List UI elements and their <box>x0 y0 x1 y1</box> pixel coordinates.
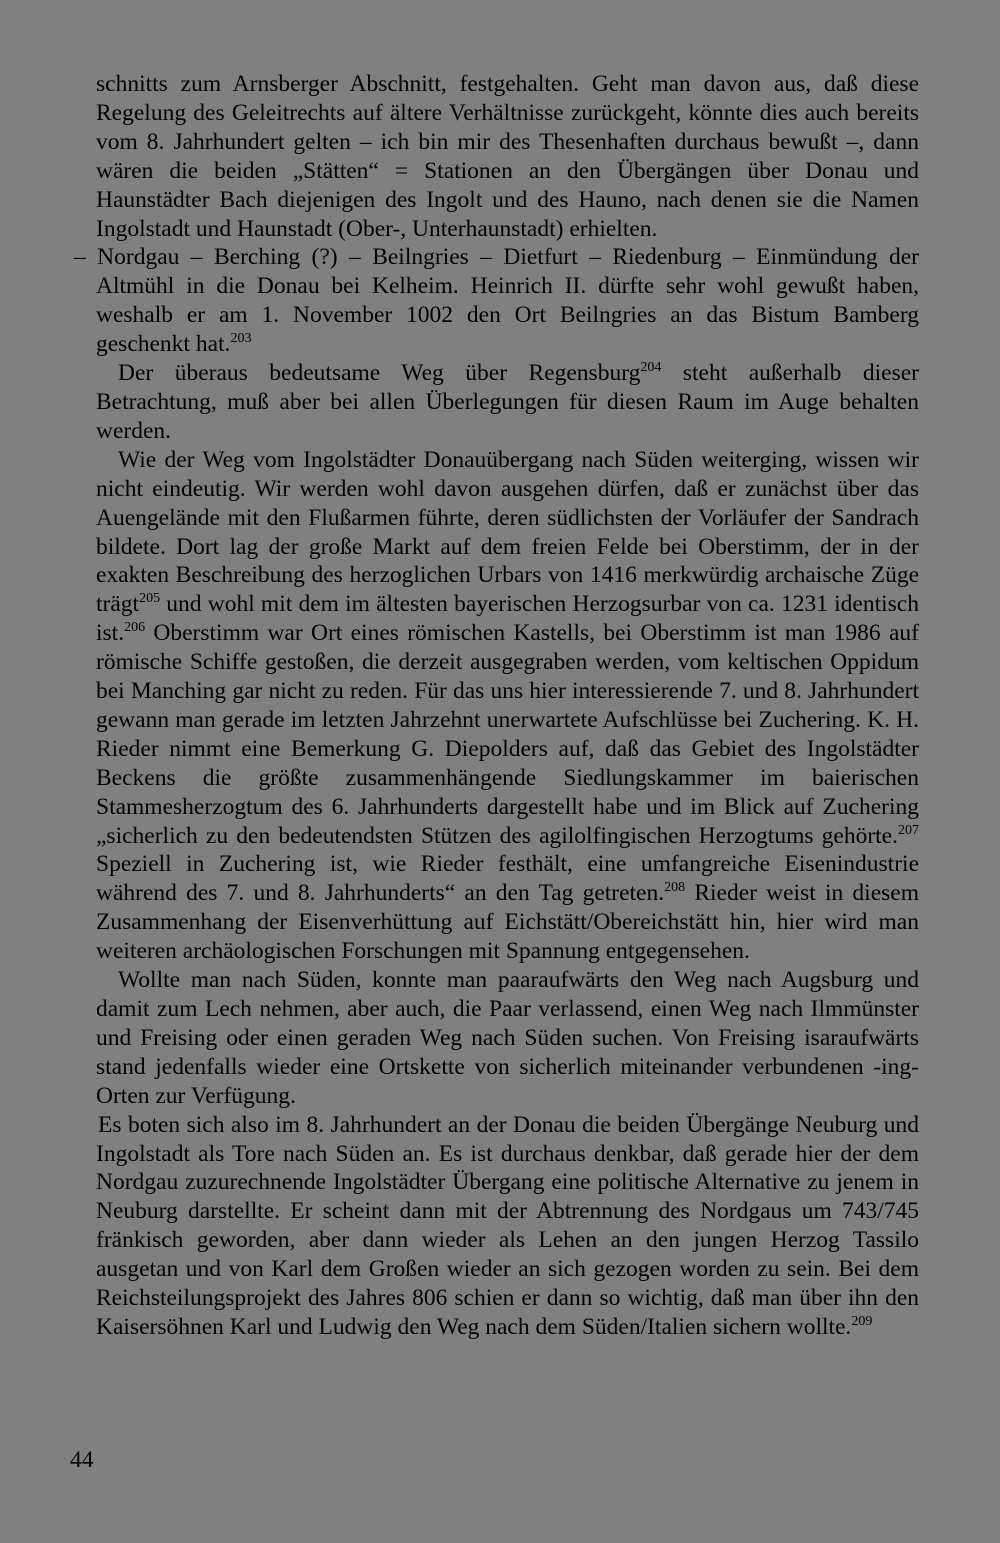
text-run: schnitts zum Arnsberger Abschnitt, festgehalten. Geht man davon aus, daß diese Regelung des Geleitrechts auf ältere Verhältnisse zurückgeht, könnte dies auch bereits vom 8. Jahrhundert gelten – ich bin mir des Thesenhaften durchaus bewußt –, dann wären die beiden „Stätten“ = Stationen an den Übergängen über Donau und Haunstädter Bach diejenigen des Ingolt und des Hauno, nach denen sie die Namen Ingolstadt und Haunstadt (Ober-, Unterhaunstadt) erhielten. <box>96 71 919 242</box>
paragraph <box>96 966 919 1111</box>
page-number: 44 <box>70 1447 94 1473</box>
text-run: – Nordgau – Berching (?) – Beilngries – Dietfurt – Riedenburg – Einmündung der Altmühl in die Donau bei Kelheim. Heinrich II. dürfte sehr wohl gewußt haben, weshalb er am 1. November 1002 den Ort Beilngries an das Bistum Bamberg geschenkt hat. <box>74 244 919 358</box>
text-run: Oberstimm war Ort eines römischen Kastells, bei Oberstimm ist man 1986 auf römische Schiffe gestoßen, die derzeit ausgegraben werden, vom keltischen Oppidum bei Manching gar nicht zu reden. Für das uns hier interessierende 7. und 8. Jahrhundert gewann man gerade im letzten Jahrzehnt unerwartete Aufschlüsse bei Zuchering. K. H. Rieder nimmt eine Bemerkung G. Diepolders auf, daß das Gebiet des Ingolstädter Beckens die größte zusammenhängende Siedlungskammer im baierischen Stammesherzogtum des 6. Jahrhunderts dargestellt habe und im Blick auf Zuchering „sicherlich zu den bedeutendsten Stützen des agilolfingischen Herzogtums gehörte. <box>96 620 919 849</box>
text-run: Rieder weist in diesem Zusammenhang der Eisenverhüttung auf Eichstätt/Obereichstätt hin, hier wird man weiteren archäologischen Forschungen mit Spannung entgegensehen. <box>96 880 919 965</box>
list-item <box>74 243 919 359</box>
text-run: Speziell in Zuchering ist, wie Rieder festhält, eine umfangreiche Eisenindustrie während des 7. und 8. Jahrhunderts“ an den Tag getreten. <box>96 851 919 907</box>
footnote-marker: 207 <box>898 822 919 838</box>
text-run: Der überaus bedeutsame Weg über Regensburg <box>118 360 641 387</box>
text-run: Es boten sich also im 8. Jahrhundert an der Donau die beiden Übergänge Neuburg und Ingolstadt als Tore nach Süden an. Es ist durchaus denkbar, daß gerade hier der dem Nordgau zuzurechnende Ingolstädter Übergang eine politische Alternative zu jenem in Neuburg darstellte. Er scheint dann mit der Abtrennung des Nordgaus um 743/745 fränkisch geworden, aber dann wieder als Lehen an den jungen Herzog Tassilo ausgetan und von Karl dem Großen wieder an sich gezogen worden zu sein. Bei dem Reichsteilungsprojekt des Jahres 806 schien er dann so wichtig, daß man über ihn den Kaisersöhnen Karl und Ludwig den Weg nach dem Süden/Italien sichern wollte. <box>96 1111 919 1340</box>
paragraph <box>96 70 919 243</box>
footnote-marker: 204 <box>640 360 662 376</box>
text-run: steht außerhalb dieser Betrachtung, muß aber bei allen Überlegungen für diesen Raum im Auge behalten werden. <box>96 360 919 444</box>
paragraph <box>96 359 919 446</box>
footnote-marker: 205 <box>139 591 161 607</box>
footnote-marker: 208 <box>664 880 686 896</box>
paragraph <box>96 446 919 966</box>
paragraph <box>96 1111 919 1342</box>
body-text <box>74 70 919 1342</box>
footnote-marker: 209 <box>851 1313 873 1329</box>
footnote-marker: 203 <box>230 331 252 347</box>
text-run: Wie der Weg vom Ingolstädter Donauübergang nach Süden weiterging, wissen wir nicht eindeutig. Wir werden wohl davon ausgehen dürfen, daß er zunächst über das Auengelände mit den Flußarmen führte, deren südlichsten der Vorläufer der Sandrach bildete. Dort lag der große Markt auf dem freien Felde bei Oberstimm, der in der exakten Beschreibung des herzoglichen Urbars von 1416 merkwürdig archaische Züge trägt <box>96 446 919 618</box>
text-run: und wohl mit dem im ältesten bayerischen Herzogsurbar von ca. 1231 identisch ist. <box>96 591 919 647</box>
text-run: Wollte man nach Süden, konnte man paaraufwärts den Weg nach Augsburg und damit zum Lech nehmen, aber auch, die Paar verlassend, einen Weg nach Ilmmünster und Freising oder einen geraden Weg nach Süden suchen. Von Freising isaraufwärts stand jedenfalls wieder eine Ortskette von sicherlich miteinander verbundenen -ing-Orten zur Verfügung. <box>96 967 919 1109</box>
footnote-marker: 206 <box>124 620 146 636</box>
